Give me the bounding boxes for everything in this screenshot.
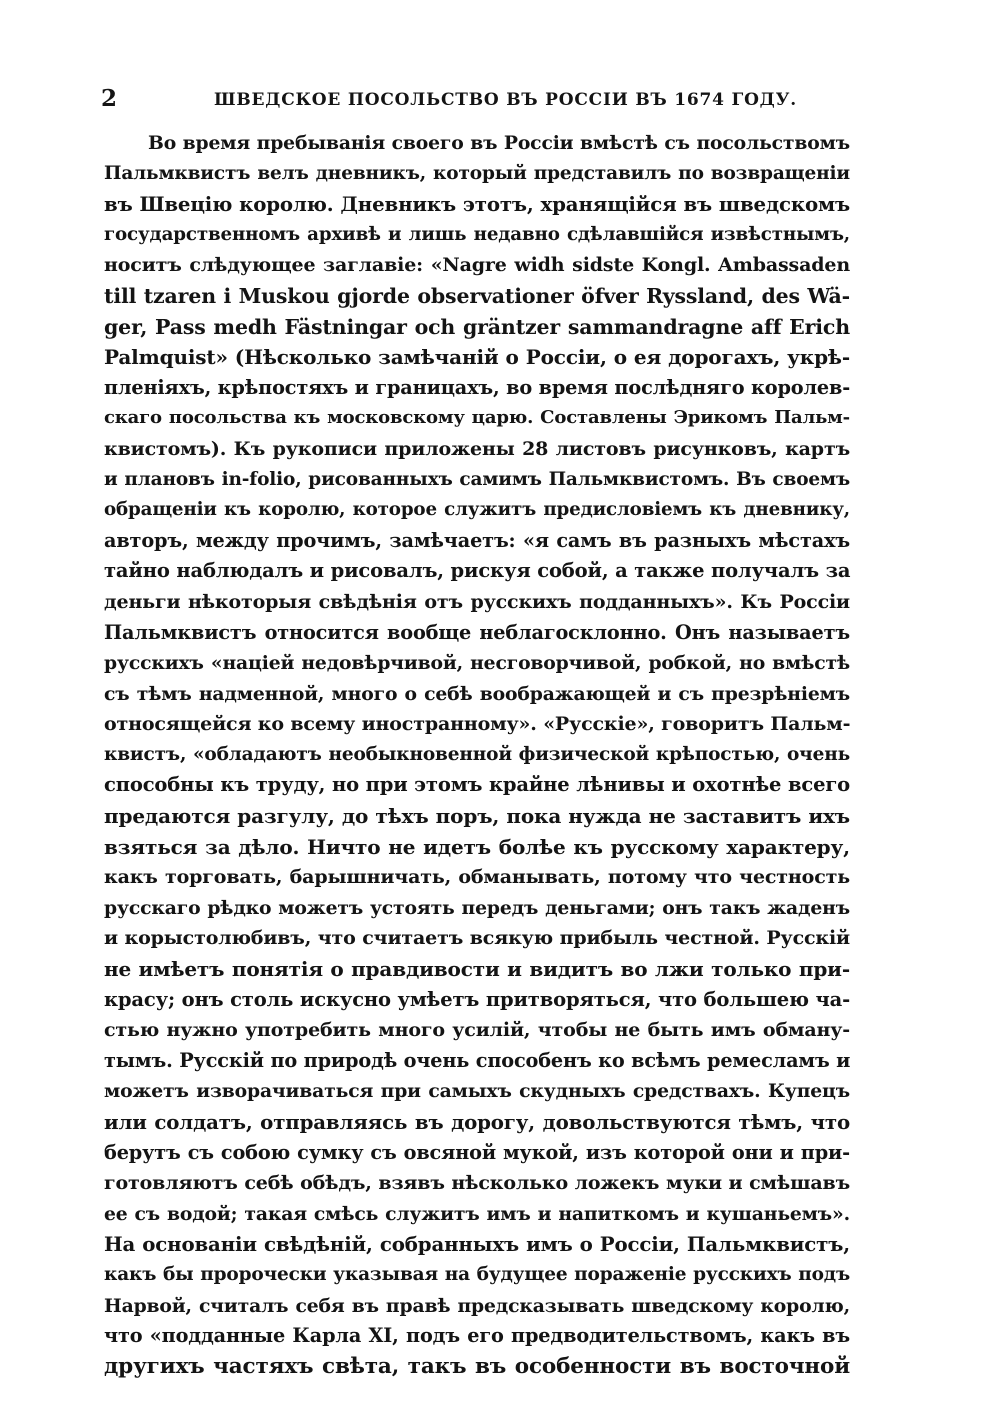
running-title: ШВЕДСКОЕ ПОСОЛЬСТВО ВЪ РОССІИ ВЪ 1674 ГОДУ. — [214, 90, 797, 110]
text-line: взяться за дѣло. Ничто не идетъ болѣе къ русскому характеру, — [104, 834, 850, 859]
text-line: Нарвой, считалъ себя въ правѣ предсказывать шведскому королю, — [104, 1294, 850, 1317]
text-line: русскихъ «націей недовѣрчивой, несговорчивой, робкой, но вмѣстѣ — [104, 652, 850, 675]
text-line: какъ торговать, барышничать, обманывать, потому что честность — [104, 866, 850, 889]
body-paragraph — [104, 128, 850, 1382]
text-line: въ Швецію королю. Дневникъ этотъ, хранящійся въ шведскомъ — [104, 192, 850, 217]
text-line: государственномъ архивѣ и лишь недавно сдѣлавшійся извѣстнымъ, — [104, 223, 850, 245]
text-line: относящейся ко всему иностранному». «Русскіе», говоритъ Пальм- — [104, 713, 851, 736]
text-line: какъ бы пророчески указывая на будущее пораженіе русскихъ подъ — [104, 1263, 850, 1285]
text-line: тайно наблюдалъ и рисовалъ, рискуя собой, а также получалъ за — [104, 559, 851, 583]
text-line: готовляютъ себѣ обѣдъ, взявъ нѣсколько ложекъ муки и смѣшавъ — [104, 1172, 850, 1195]
text-line: деньги нѣкоторыя свѣдѣнія отъ русскихъ подданныхъ». Къ Россіи — [104, 590, 850, 613]
text-line: съ тѣмъ надменной, много о себѣ воображающей и съ презрѣніемъ — [104, 682, 850, 705]
text-line: и корыстолюбивъ, что считаетъ всякую прибыль честной. Русскій — [104, 927, 850, 950]
text-line: или солдатъ, отправляясь въ дорогу, довольствуются тѣмъ, что — [104, 1110, 850, 1134]
text-line: другихъ частяхъ свѣта, такъ въ особенности въ восточной — [104, 1353, 850, 1379]
text-line: и плановъ in-folio, рисованныхъ самимъ Пальмквистомъ. Въ своемъ — [104, 468, 850, 490]
text-line: предаются разгулу, до тѣхъ поръ, пока нужда не заставитъ ихъ — [104, 804, 850, 829]
text-line: Пальмквистъ велъ дневникъ, который представилъ по возвращеніи — [104, 162, 850, 184]
text-line: Palmquist» (Нѣсколько замѣчаній о Россіи, о ея дорогахъ, укрѣ- — [104, 345, 850, 370]
text-line: берутъ съ собою сумку съ овсяной мукой, изъ которой они и при- — [104, 1140, 850, 1164]
text-line: способны къ труду, но при этомъ крайне лѣнивы и охотнѣе всего — [104, 773, 850, 797]
text-line: обращеніи къ королю, которое служитъ предисловіемъ къ дневнику, — [104, 499, 850, 521]
text-line: стью нужно употребить много усилій, чтобы не быть имъ обману- — [104, 1019, 850, 1042]
text-line: авторъ, между прочимъ, замѣчаетъ: «я самъ въ разныхъ мѣстахъ — [104, 528, 850, 552]
text-line: ger, Pass medh Fästningar och gräntzer sammandragne aff Erich — [104, 314, 850, 339]
page-number: 2 — [101, 85, 118, 112]
text-line: Во время пребыванія своего въ Россіи вмѣстѣ съ посольствомъ — [148, 132, 850, 154]
text-line: что «подданные Карла XI, подъ его предводительствомъ, какъ въ — [104, 1324, 850, 1348]
text-line: На основаніи свѣдѣній, собранныхъ имъ о Россіи, Пальмквистъ, — [104, 1232, 850, 1257]
text-line: till tzaren i Muskou gjorde observationer öfver Ryssland, des Wä- — [104, 283, 850, 308]
text-line: ее съ водой; такая смѣсь служитъ имъ и напиткомъ и кушаньемъ». — [104, 1202, 850, 1225]
text-line: носитъ слѣдующее заглавіе: «Nagre widh sidste Kongl. Ambassaden — [104, 254, 850, 277]
text-line: Пальмквистъ относится вообще неблагосклонно. Онъ называетъ — [104, 620, 850, 644]
text-line: квистомъ). Къ рукописи приложены 28 листовъ рисунковъ, картъ — [104, 437, 850, 460]
text-line: квистъ, «обладаютъ необыкновенной физической крѣпостью, очень — [104, 743, 850, 765]
text-line: скаго посольства къ московскому царю. Составлены Эрикомъ Пальм- — [104, 407, 850, 429]
text-line: красу; онъ столь искусно умѣетъ притворяться, что большею ча- — [104, 987, 851, 1011]
text-line: русскаго рѣдко можетъ устоять передъ деньгами; онъ такъ жаденъ — [104, 896, 850, 919]
text-line: можетъ изворачиваться при самыхъ скудныхъ средствахъ. Купецъ — [104, 1080, 850, 1103]
text-line: не имѣетъ понятія о правдивости и видитъ во лжи только при- — [104, 957, 850, 982]
text-line: тымъ. Русскій по природѣ очень способенъ ко всѣмъ ремесламъ и — [104, 1048, 851, 1072]
text-line: пленіяхъ, крѣпостяхъ и границахъ, во время послѣдняго королев- — [104, 375, 851, 399]
